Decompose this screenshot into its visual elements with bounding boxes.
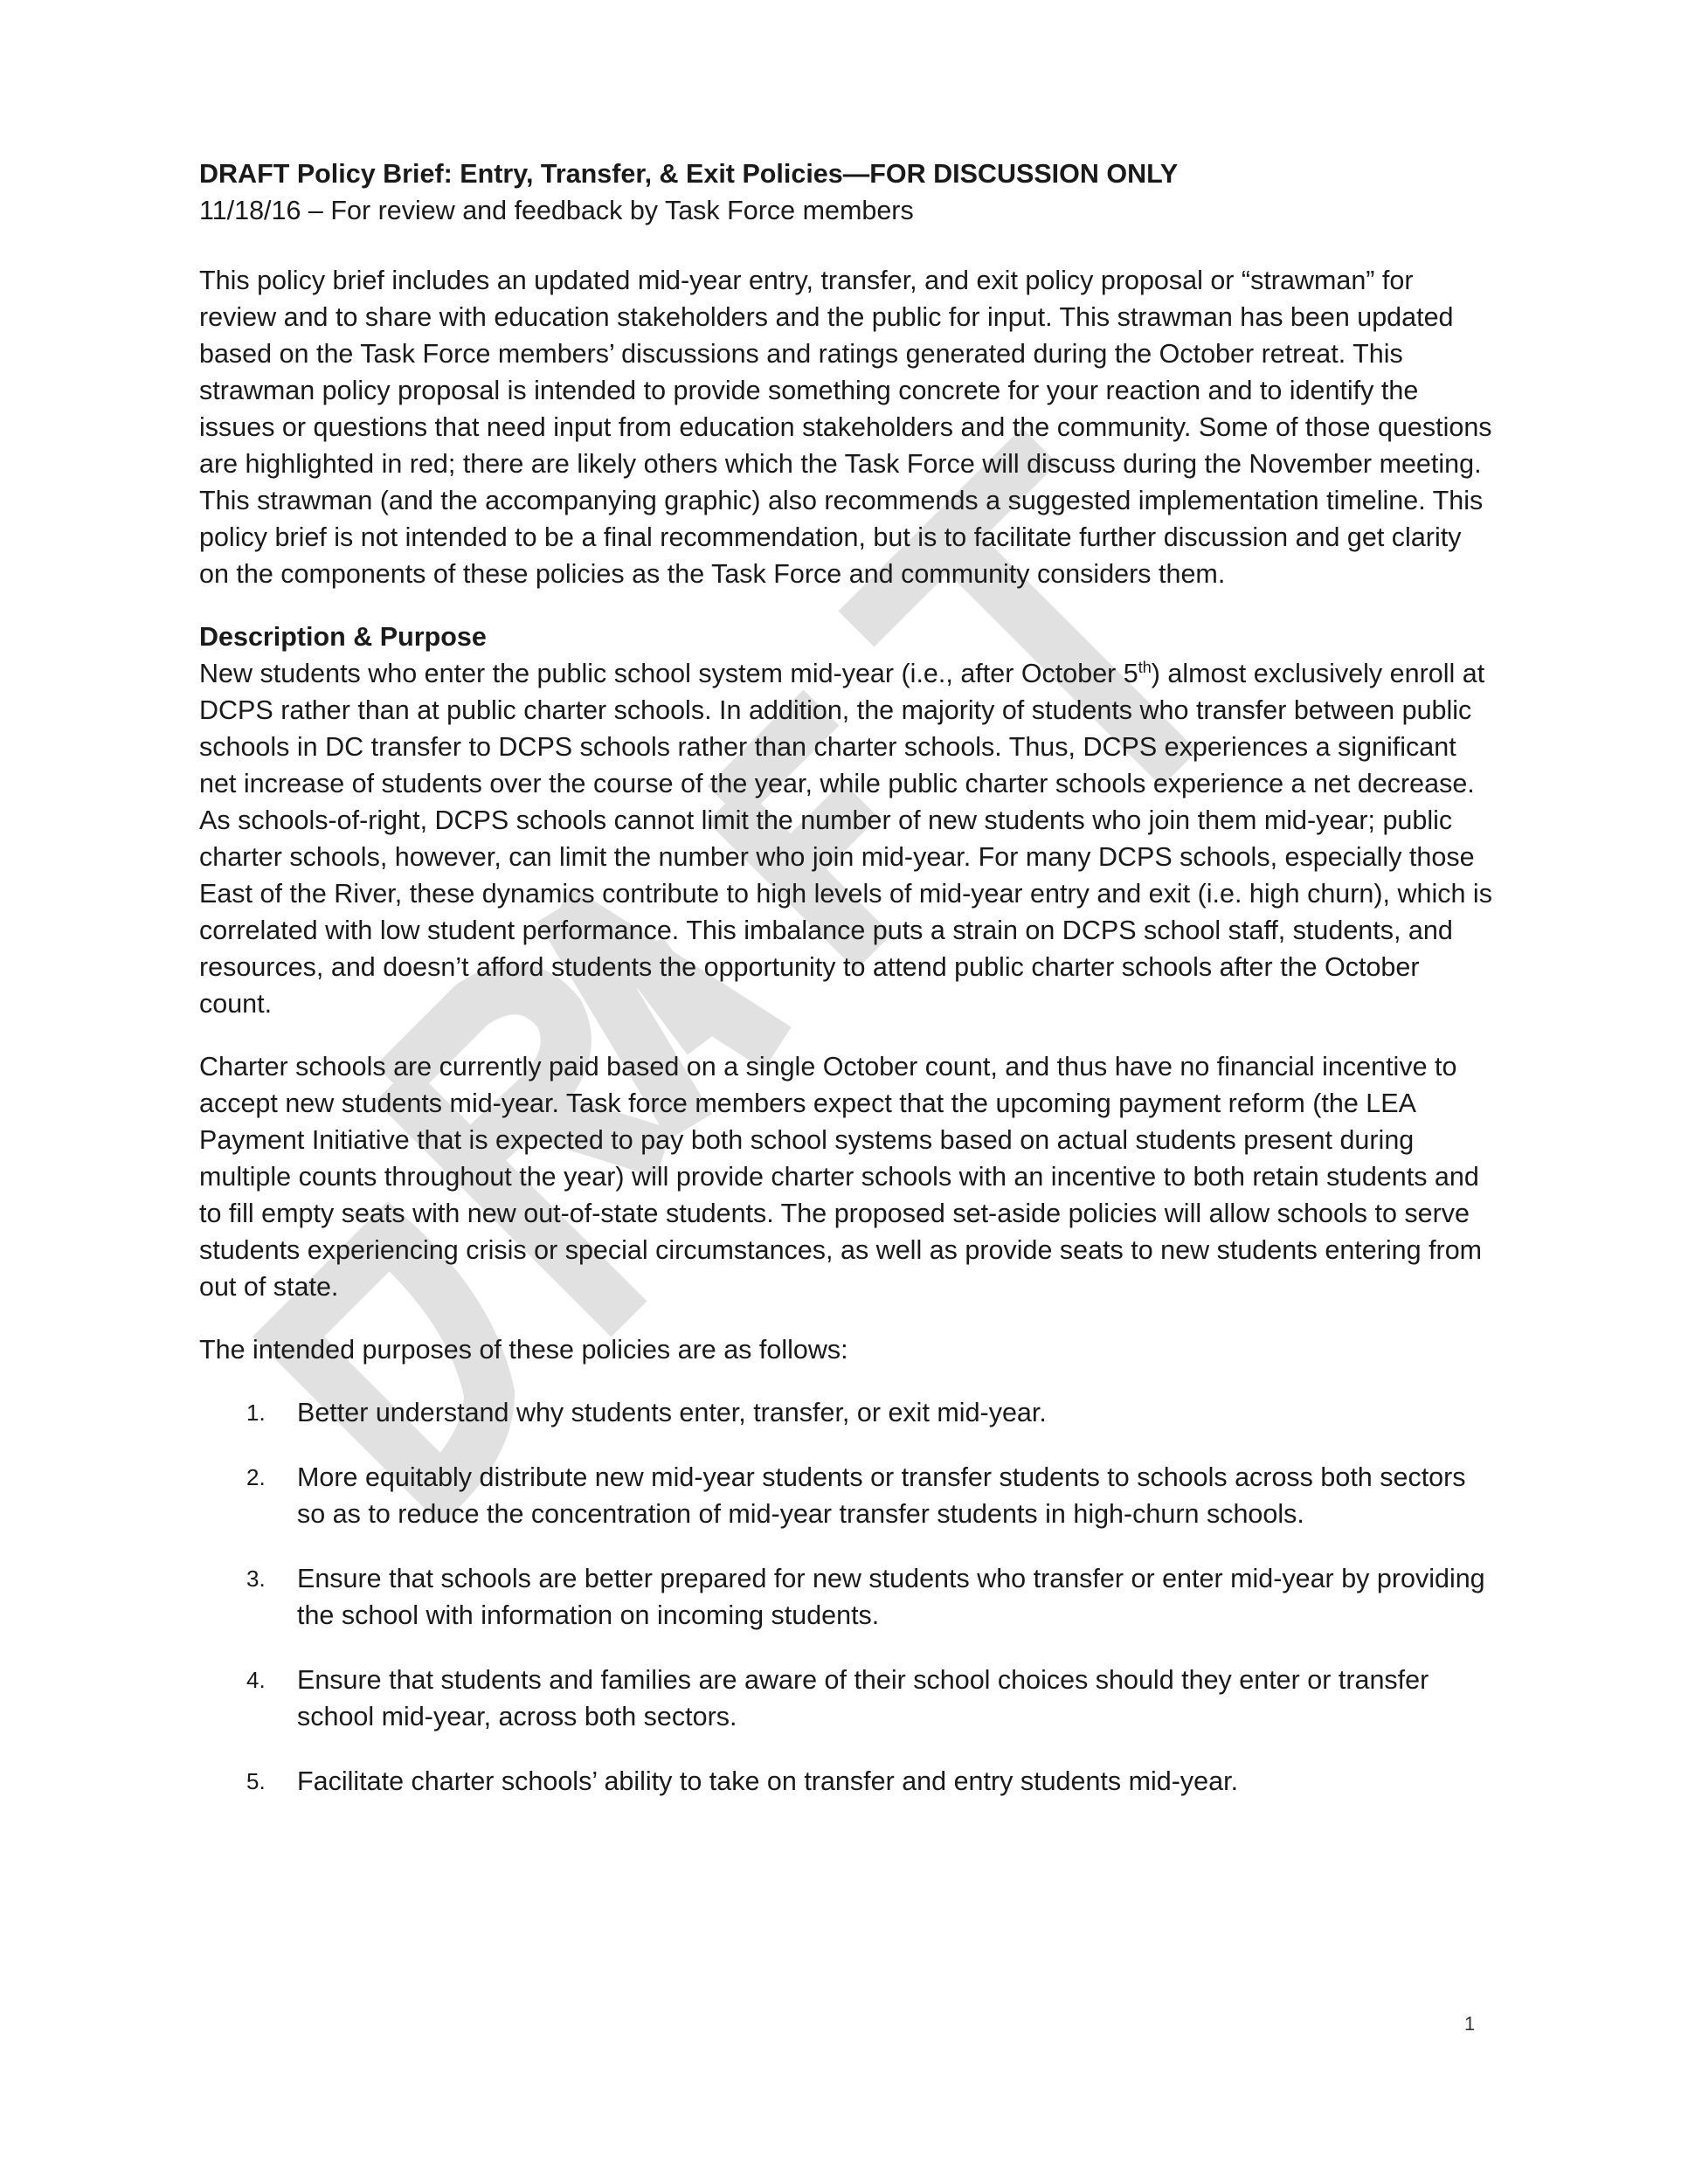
list-text: Ensure that schools are better prepared for new students who transfer or enter mid-year by providing the school with information on incoming students. [297, 1564, 1485, 1630]
list-intro: The intended purposes of these policies are as follows: [199, 1335, 848, 1365]
date-line: 11/18/16 – For review and feedback by Task Force members [199, 196, 914, 225]
list-number: 2. [246, 1464, 266, 1490]
list-number: 1. [246, 1400, 266, 1426]
list-item [199, 1560, 1492, 1634]
list-number: 3. [246, 1565, 266, 1592]
list-text: More equitably distribute new mid-year students or transfer students to schools across both sectors so as to reduce the concentration of mid-year transfer students in high-churn schools. [297, 1462, 1466, 1529]
intro-paragraph: This policy brief includes an updated mid-year entry, transfer, and exit policy proposal or “strawman” for review and to share with education stakeholders and the public for input. This strawman has been updated based on the Task Force members’ discussions and ratings generated during the October retreat. This strawman policy proposal is intended to provide something concrete for your reaction and to identify the issues or questions that need input from education stakeholders and the community. Some of those questions are highlighted in red; there are likely others which the Task Force will discuss during the November meeting. This strawman (and the accompanying graphic) also recommends a suggested implementation timeline. This policy brief is not intended to be a final recommendation, but is to facilitate further discussion and get clarity on the components of these policies as the Task Force and community considers them. [199, 266, 1492, 589]
document-page [199, 156, 1492, 1828]
list-number: 4. [246, 1667, 266, 1693]
charter-payment-paragraph: Charter schools are currently paid based on a single October count, and thus have no financial incentive to accept new students mid-year. Task force members expect that the upcoming payment reform (the LEA Payment Initiative that is expected to pay both school systems based on actual students present during multiple counts throughout the year) will provide charter schools with an incentive to both retain students and to fill empty seats with new out-of-state students. The proposed set-aside policies will allow schools to serve students experiencing crisis or special circumstances, as well as provide seats to new students entering from out of state. [199, 1052, 1483, 1302]
description-text-end: ) almost exclusively enroll at DCPS rather than at public charter schools. In addition, the majority of students who transfer between public schools in DC transfer to DCPS schools rather than charter schools. Thus, DCPS experiences a significant net increase of students over the course of the year, while public charter schools experience a net decrease. As schools-of-right, DCPS schools cannot limit the number of new students who join them mid-year; public charter schools, however, can limit the number who join mid-year. For many DCPS schools, especially those East of the River, these dynamics contribute to high levels of mid-year entry and exit (i.e. high churn), which is correlated with low student performance. This imbalance puts a strain on DCPS school staff, students, and resources, and doesn’t afford students the opportunity to attend public charter schools after the October count. [199, 659, 1492, 1019]
section-heading: Description & Purpose [199, 622, 487, 652]
page-number: 1 [1464, 2013, 1476, 2035]
list-item [199, 1763, 1492, 1800]
ordinal-superscript: th [1138, 658, 1152, 676]
list-text: Better understand why students enter, transfer, or exit mid-year. [297, 1398, 1047, 1427]
list-number: 5. [246, 1768, 266, 1794]
document-title: DRAFT Policy Brief: Entry, Transfer, & Exit Policies—FOR DISCUSSION ONLY [199, 159, 1179, 189]
list-item [199, 1662, 1492, 1735]
list-text: Ensure that students and families are aware of their school choices should they enter or transfer school mid-year, across both sectors. [297, 1665, 1429, 1731]
purposes-list [199, 1394, 1492, 1800]
description-paragraph [199, 655, 1492, 1022]
list-item [199, 1394, 1492, 1431]
description-text-start: New students who enter the public school system mid-year (i.e., after October 5 [199, 659, 1138, 688]
list-text: Facilitate charter schools’ ability to take on transfer and entry students mid-year. [297, 1766, 1239, 1796]
list-item [199, 1459, 1492, 1532]
